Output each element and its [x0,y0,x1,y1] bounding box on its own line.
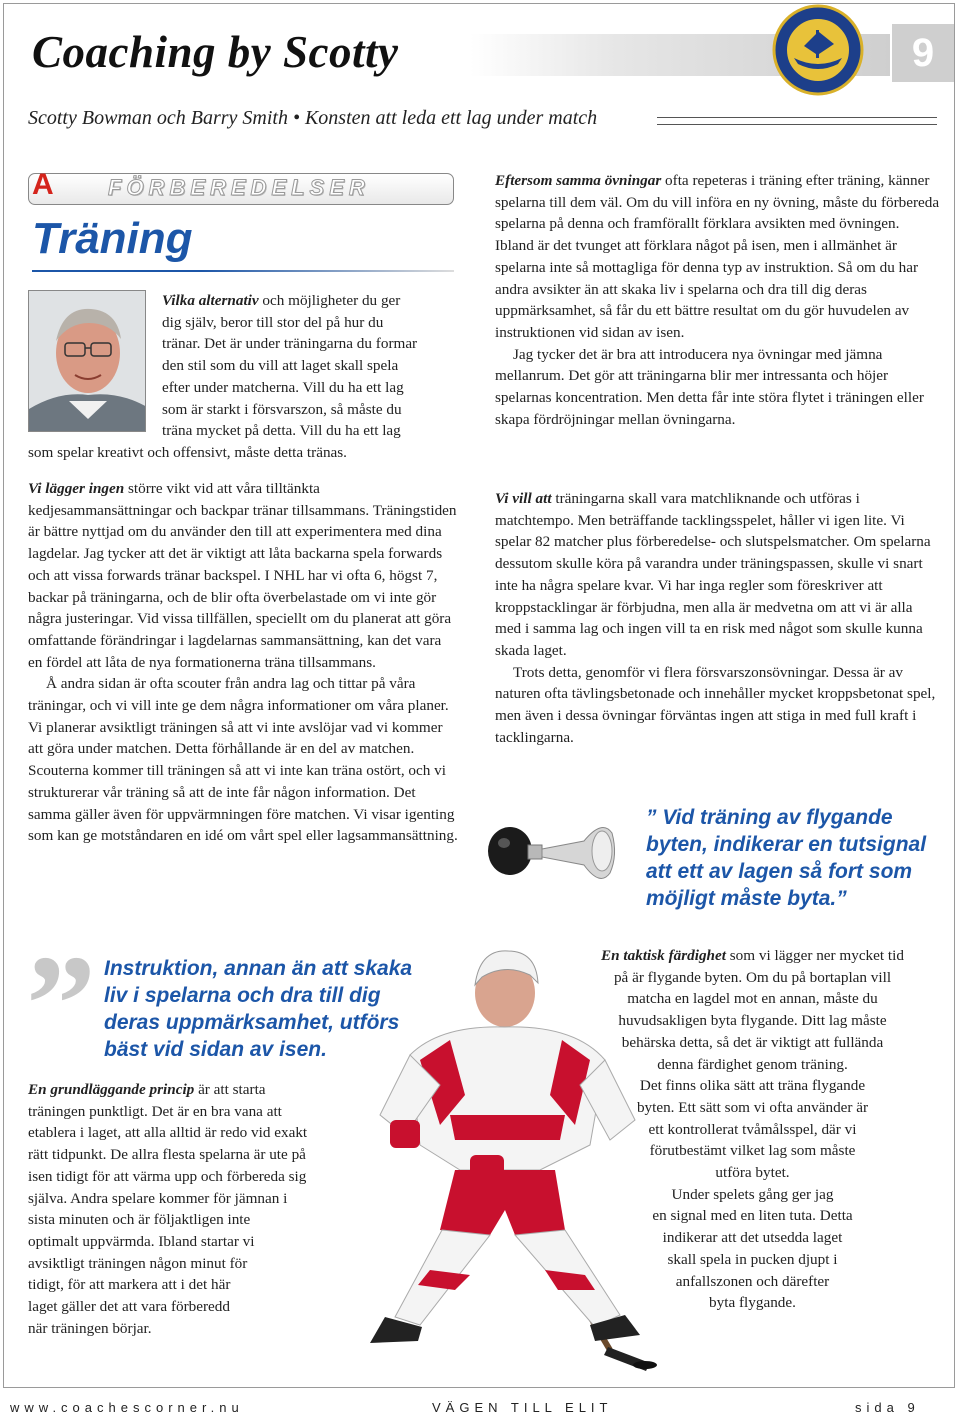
footer-website[interactable]: www.coachescorner.nu [10,1400,244,1415]
right-paragraph-5: En taktisk färdighet som vi lägger ner mycket tid på är flygande byten. Om du på bortaplan vill matcha en lagdel mot en annan, måste du huvudsakligen byta flygande. Ditt lag måste behärska detta, så det är viktigt att fullända denna färdighet genom träning. Det finns olika sätt att träna flygande byten. Ett sätt som vi ofta använder är ett kontrollerat tvåmålsspel, där vi förutbestämt vilket lag som måste utföra bytet. Under spelets gång ger jag en signal med en liten tuta. Detta indikerar att det utsedda laget skall spela in pucken djupt i anfallszonen och därefter byta flygande. [601,947,904,1312]
article-title: Träning [32,214,193,263]
subtitle-rule [657,117,937,125]
quote-mark-icon: ” [26,927,96,1082]
lead-phrase: Vilka alternativ [162,292,259,309]
left-paragraph-3: Å andra sidan är ofta scouter från andra lag och tittar på våra träningar, och vi vill inte ge dem några informationer om våra planer. Vi planerar avsiktligt träningen så att vi inte avslöjar vad vi kommer att göra under matchen. Detta förhållande är en del av matchen. Scouterna kommer till träningen så att vi inte kan träna ostört, och vi strukturerar vår träning så att de inte får någon information. Det samma gäller även för uppvärmningen före matchen. Vi visar igenting som kan ge motståndaren en idé om vårt spel eller lagsammansättning. [28,675,458,845]
footer-series: VÄGEN TILL ELIT [432,1400,613,1415]
section-name: FÖRBEREDELSER [108,175,370,200]
right-paragraph-4: Trots detta, genomför vi flera försvarszonsövningar. Dessa är av naturen ofta tävlingsbetonade och innehåller mycket kroppsbetonat spel, men även i dessa övningar förväntas ingen att stiga in med full kraft i tacklingarna. [495,663,936,746]
pull-quote-left: Instruktion, annan än att skaka liv i spelarna och dra till dig deras uppmärksamhet, utförs bäst vid sidan av isen. [104,957,413,1061]
right-paragraph-1: Eftersom samma övningar ofta repeteras i träning efter träning, känner spelarna till dem väl. Om du vill införa en ny övning, måste du förbereda spelarna på denna och framförallt förklara avsikten med övningen. Ibland är det tvunget att förklara något på isen, men i allmänhet är spelarna inte så mottagliga för denna typ av instruktion. Så om du har andra avsikter än att skaka liv i spelarna och dra till dig deras uppmärksamhet, så får du ett bättre resultat om du gör huvudelen av instruktionen vid sidan av isen. Jag tycker det är bra att introducera nya övningar med jämna mellanrum. Det gör att träningarna blir mer intressanta och höjer spelarnas koncentration. Men detta får inte störa flytet i träningen eller skapa fördröjningar mellan övningarna. [495,170,940,430]
federation-logo-icon [772,4,864,96]
lead-phrase: En grundläggande princip [28,1081,195,1098]
right-paragraph-3: Vi vill att träningarna skall vara matchliknande och utföras i matchtempo. Men beträffande tacklingsspelet, håller vi igen lite. Vi spelar 82 matcher plus förberedelse- och slutspelsmatcher. Om spelarna dessutom skulle köra på varandra under träningspassen, skulle vi snart inte ha några spelare kvar. Vi har inga regler som föreskriver att kroppstacklingar är förbjudna, men alla är medvetna om att vi är alla med i samma lag och ingen vill ta en risk med något som skulle kunna skada laget. Trots detta, genomför vi flera försvarszonsövningar. Dessa är av naturen ofta tävlingsbetonade och innehåller mycket kroppsbetonat spel, men även i dessa övningar förväntas ingen att stiga in med full kraft i tacklingarna. [495,488,940,748]
left-paragraph-1: Vilka alternativ och möjligheter du ger dig själv, beror till stor del på hur du tränar. Det är under träningarna du formar den stil som du vill att laget skall spela efter under matcherna. Vill du ha ett lag som är starkt i försvarszon, så måste du träna mycket på detta. Vill du ha ett lag [162,292,418,440]
section-letter: A [32,168,54,201]
pull-quote-right: ” Vid träning av flygande byten, indikerar en tutsignal att ett av lagen så fort som möjligt måste byta.” [646,806,927,910]
right-paragraph-2: Jag tycker det är bra att introducera nya övningar med jämna mellanrum. Det gör att träningarna blir mer intressanta och höjer spelarnas koncentration. Men detta får inte störa flytet i träningen eller skapa fördröjningar mellan övningarna. [495,345,924,428]
page-title: Coaching by Scotty [32,27,399,77]
horn-icon [484,815,620,893]
page-number: 9 [892,24,954,82]
subtitle: Scotty Bowman och Barry Smith • Konsten att leda ett lag under match [28,107,598,129]
lead-phrase: Vi lägger ingen [28,480,125,497]
lead-phrase: Vi vill att [495,490,552,507]
title-rule [32,270,454,272]
left-paragraph-1-end: som spelar kreativt och offensivt, måste detta tränas. [28,444,347,461]
lead-phrase: Eftersom samma övningar [495,172,662,189]
author-portrait [28,290,146,432]
lead-phrase: En taktisk färdighet [601,947,726,964]
left-paragraph-2: Vi lägger ingen större vikt vid att våra tilltänkta kedjesammansättningar och backpar tränar tillsammans. Träningstiden är bättre nyttjad om du använder den till att experimentera med dina lagdelar. Jag tycker att det är viktigt att låta backarna spela forwards och att vissa forwards tränar backspel. I NHL har vi ofta 6, högst 7, backar på träningarna, och de blir ofta överbelastade om vi inte gör några justeringar. Vid vissa tillfällen, speciellt om du planerat att göra omfattande förändringar i lagdelarnas sammansättning, kan det vara en fördel att låta de nya formationerna träna tillsammans. Å andra sidan är ofta scouter från andra lag och tittar på våra träningar, och vi vill inte ge dem några informationer om våra planer. Vi planerar avsiktligt träningen så att vi inte avslöjar vad vi kommer att göra under matchen. Detta förhållande är en del av matchen. Scouterna kommer till träningen så att vi inte kan träna ostört, och vi strukturerar vår träning så att de inte får någon information. Det samma gäller även för uppvärmningen före matchen. Vi visar igenting som kan ge motståndaren en idé om vårt spel eller lagsammansättning. [28,478,458,847]
left-paragraph-4: En grundläggande princip är att starta träningen punktligt. Det är en bra vana att etablera i laget, att alla alltid är redo vid exakt rätt tidpunkt. De allra flesta spelarna är ute på isen tidigt för att värma upp och förbereda sig själva. Andra spelare kommer för jämnan i sista minuten och är följaktligen inte optimalt uppvärmda. Ibland startar vi avsiktligt träningen någon minut för tidigt, för att markera att i det här laget gäller det att vara förberedd när träningen börjar. [28,1081,308,1337]
footer-page: sida 9 [855,1400,920,1415]
